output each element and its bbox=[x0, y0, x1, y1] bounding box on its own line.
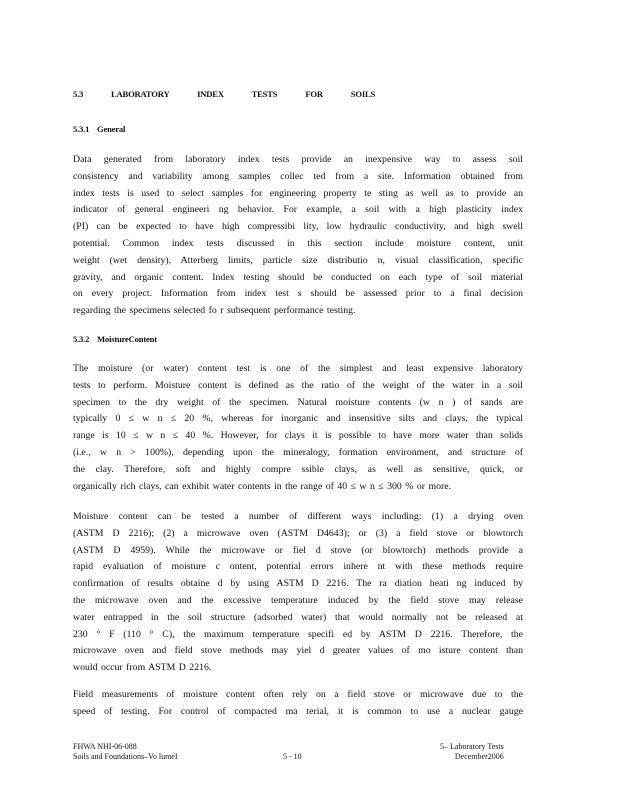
section-heading bbox=[73, 89, 375, 99]
text-line: weight (wet density), Atterberg limits, particle size distributio n, visual classification, specific bbox=[73, 254, 523, 266]
text-line: range is 10 ≤ w n ≤ 40 %. However, for clays it is possible to have more water than solids bbox=[73, 430, 523, 442]
text-line: (i.e., w n > 100%), depending upon the mineralogy, formation environment, and structure of bbox=[73, 446, 523, 458]
text-line: rapid evaluation of moisture c ontent, potential errors inhere nt with these methods require bbox=[73, 561, 523, 573]
section-title: LABORATORY INDEX TESTS FOR SOILS bbox=[111, 89, 376, 99]
text-line: the microwave oven and the excessive temperature induced by the field stove may release bbox=[73, 594, 523, 606]
text-line: speed of testing. For control of compacted ma terial, it is common to use a nuclear gauge bbox=[73, 705, 523, 717]
page-number: 5 - 10 bbox=[283, 752, 302, 761]
footer-left bbox=[73, 742, 178, 762]
text-line: on every project. Information from index test s should be assessed prior to a final decision bbox=[73, 288, 523, 300]
footer-chapter: 5– Laboratory Tests bbox=[440, 742, 504, 751]
text-line: Field measurements of moisture content often rely on a field stove or microwave due to the bbox=[73, 689, 523, 700]
footer-volume: Soils and Foundations–Vo lumeI bbox=[73, 752, 178, 761]
text-line: Data generated from laboratory index tests provide an inexpensive way to assess soil bbox=[73, 154, 523, 165]
text-line: organically rich clays, can exhibit water contents in the range of 40 ≤ w n ≤ 300 % or more. bbox=[73, 480, 452, 492]
text-line: index tests is used to select samples for engineering property te sting as well as to provide an bbox=[73, 187, 523, 199]
text-line: 230 ° F (110 ° C), the maximum temperature specifi ed by ASTM D 2216. Therefore, the bbox=[73, 628, 523, 640]
footer-date: December2006 bbox=[454, 752, 504, 761]
text-line: would occur from ASTM D 2216. bbox=[73, 662, 212, 674]
text-line: indicator of general engineeri ng behavior. For example, a soil with a high plasticity index bbox=[73, 204, 523, 216]
subsection-heading-general bbox=[73, 124, 125, 134]
text-line: tests to perform. Moisture content is defined as the ratio of the weight of the water in a soil bbox=[73, 379, 523, 391]
footer-document-number: FHWA NHI-06-088 bbox=[73, 742, 137, 751]
text-line: water entrapped in the soil structure (adsorbed water) that would normally not be released at bbox=[73, 611, 523, 623]
paragraph-general bbox=[73, 152, 523, 320]
text-line: regarding the specimens selected fo r subsequent performance testing. bbox=[73, 305, 356, 317]
text-line: (ASTM D 4959). While the microwave or fiel d stove (or blowtorch) methods provide a bbox=[73, 544, 523, 556]
subsection-title: General bbox=[97, 124, 126, 134]
subsection-number: 5.3.1 bbox=[73, 124, 90, 134]
paragraph-field-measurements bbox=[73, 687, 523, 721]
subsection-title: MoistureContent bbox=[97, 334, 157, 344]
subsection-number: 5.3.2 bbox=[73, 334, 90, 344]
paragraph-moisture-methods bbox=[73, 509, 523, 677]
text-line: microwave oven and field stove methods may yiel d greater values of mo isture content than bbox=[73, 645, 523, 657]
text-line: potential. Common index tests discussed in this section include moisture content, unit bbox=[73, 237, 523, 249]
section-number: 5.3 bbox=[73, 89, 84, 99]
text-line: The moisture (or water) content test is one of the simplest and least expensive laboratory bbox=[73, 363, 523, 374]
footer-right bbox=[440, 742, 504, 762]
text-line: the clay. Therefore, soft and highly compre ssible clays, as well as sensitive, quick, or bbox=[73, 463, 523, 475]
text-line: gravity, and organic content. Index testing should be conducted on each type of soil material bbox=[73, 271, 523, 283]
text-line: specimen to the dry weight of the specimen. Natural moisture contents (w n ) of sands are bbox=[73, 396, 523, 408]
text-line: (ASTM D 2216); (2) a microwave oven (ASTM D4643); or (3) a field stove or blowtorch bbox=[73, 527, 523, 539]
text-line: Moisture content can be tested a number of different ways including: (1) a drying oven bbox=[73, 511, 523, 522]
text-line: typically 0 ≤ w n ≤ 20 %, whereas for inorganic and insensitive silts and clays, the typical bbox=[73, 413, 523, 425]
subsection-heading-moisture bbox=[73, 334, 157, 344]
text-line: (PI) can be expected to have high compressibi lity, low hydraulic conductivity, and high swell bbox=[73, 221, 523, 233]
paragraph-moisture-definition bbox=[73, 361, 523, 495]
text-line: confirmation of results obtaine d by using ASTM D 2216. The ra diation heati ng induced by bbox=[73, 578, 523, 590]
text-line: consistency and variability among samples collec ted from a site. Information obtained from bbox=[73, 170, 523, 182]
